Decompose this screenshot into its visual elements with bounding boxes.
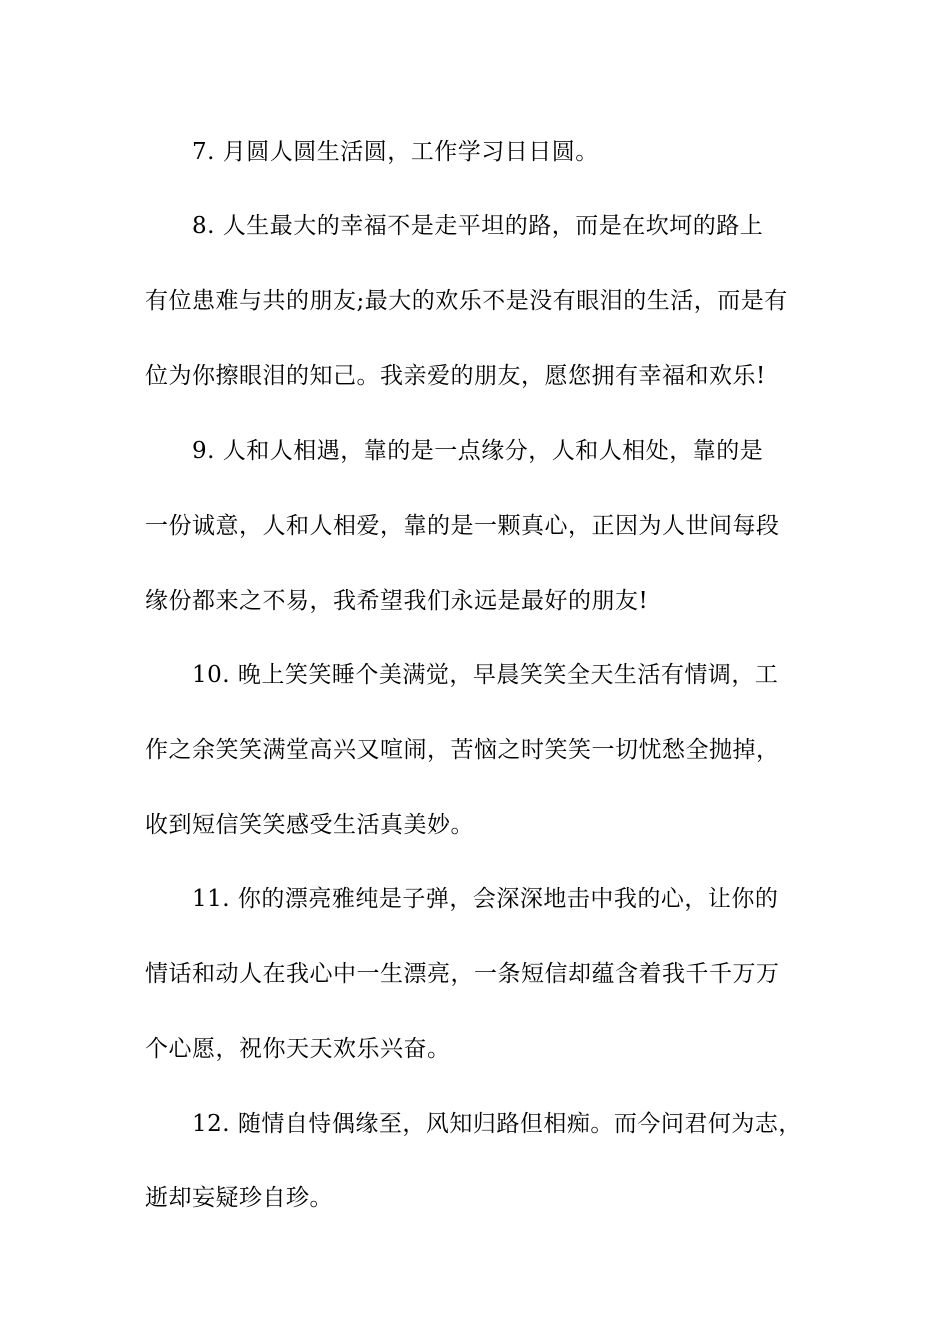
text-line: 逝却妄疑珍自珍。 <box>145 1185 333 1211</box>
text-line: 收到短信笑笑感受生活真美妙。 <box>145 812 474 838</box>
text-line: 7. 月圆人圆生活圆，工作学习日日圆。 <box>192 139 599 165</box>
text-line: 情话和动人在我心中一生漂亮，一条短信却蕴含着我千千万万 <box>145 961 780 987</box>
text-line: 位为你擦眼泪的知己。我亲爱的朋友，愿您拥有幸福和欢乐! <box>145 363 766 389</box>
text-line: 有位患难与共的朋友;最大的欢乐不是没有眼泪的生活，而是有 <box>145 288 788 314</box>
text-line: 缘份都来之不易，我希望我们永远是最好的朋友! <box>145 588 649 614</box>
text-line: 11. 你的漂亮雅纯是子弹，会深深地击中我的心，让你的 <box>192 886 779 912</box>
text-line: 作之余笑笑满堂高兴又喧闹，苦恼之时笑笑一切忧愁全抛掉， <box>145 737 780 763</box>
text-line: 10. 晚上笑笑睡个美满觉，早晨笑笑全天生活有情调，工 <box>192 662 779 688</box>
text-line: 12. 随情自恃偶缘至，风知归路但相痴。而今问君何为志， <box>192 1111 802 1137</box>
text-line: 9. 人和人相遇，靠的是一点缘分，人和人相处，靠的是 <box>192 438 764 464</box>
text-line: 8. 人生最大的幸福不是走平坦的路，而是在坎坷的路上 <box>192 213 764 239</box>
text-line: 一份诚意，人和人相爱，靠的是一颗真心，正因为人世间每段 <box>145 513 780 539</box>
text-line: 个心愿，祝你天天欢乐兴奋。 <box>145 1036 451 1062</box>
